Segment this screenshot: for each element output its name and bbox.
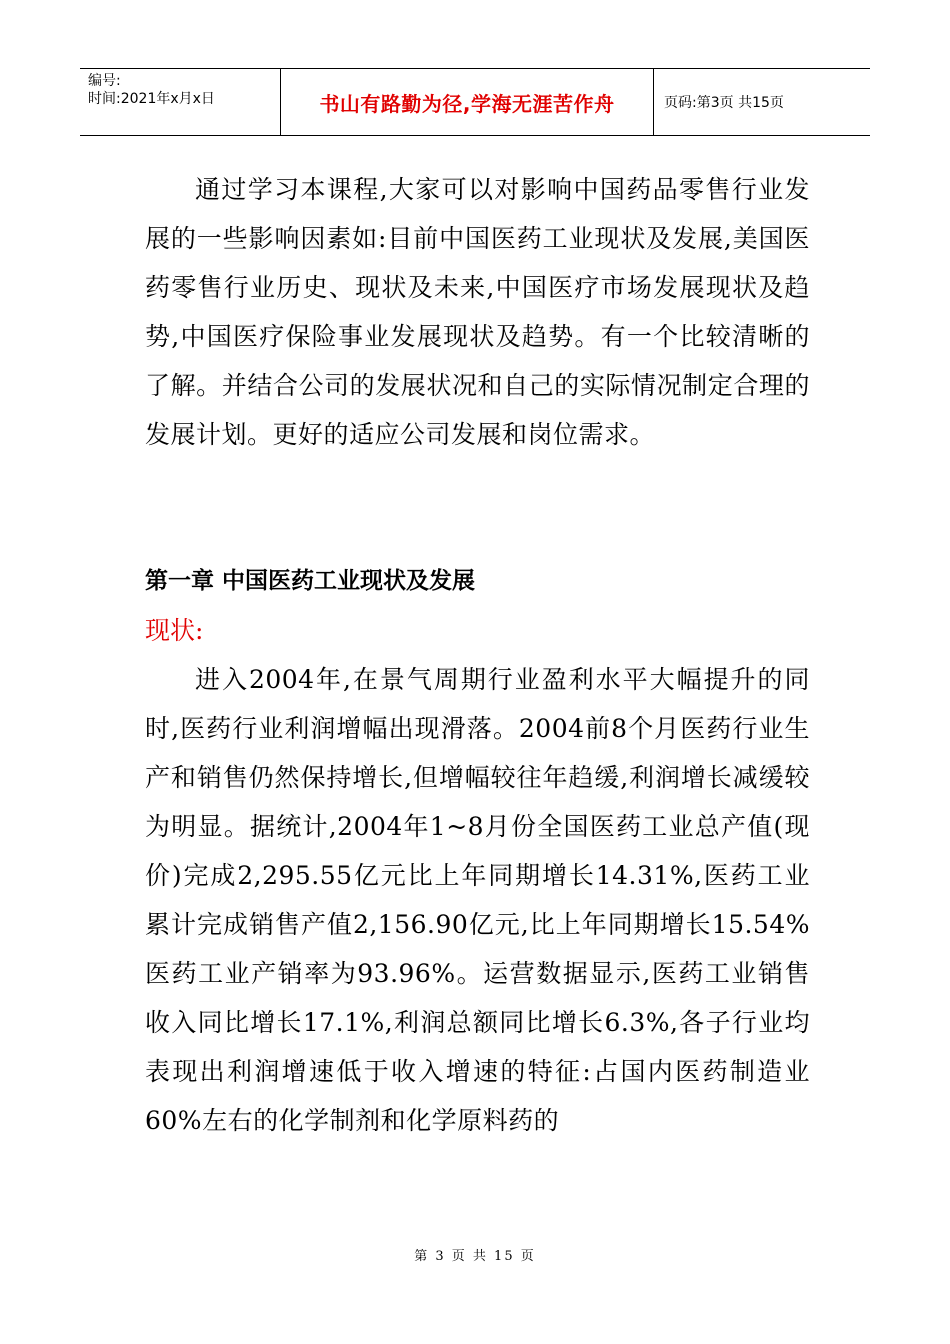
time-label: 时间:2021年x月x日 [88,91,215,107]
section-spacer [145,459,810,557]
chapter-title: 第一章 中国医药工业现状及发展 [145,568,476,594]
body-paragraph: 进入2004年,在景气周期行业盈利水平大幅提升的同时,医药行业利润增幅出现滑落。2004前8个月医药行业生产和销售仍然保持增长,但增幅较往年趋缓,利润增长减缓较为明显。据统计,2004年1~8月份全国医药工业总产值(现价)完成2,295.55亿元比上年同期增长14.31%,医药工业累计完成销售产值2,156.90亿元,比上年同期增长15.54%医药工业产销率为93.96%。运营数据显示,医药工业销售收入同比增长17.1%,利润总额同比增长6.3%,各子行业均表现出利润增速低于收入增速的特征:占国内医药制造业60%左右的化学制剂和化学原料药的 [145,665,810,1135]
motto-text: 书山有路勤为径,学海无涯苦作舟 [319,91,615,116]
header-page-cell [654,69,870,135]
intro-paragraph: 通过学习本课程,大家可以对影响中国药品零售行业发展的一些影响因素如:目前中国医药工业现状及发展,美国医药零售行业历史、现状及未来,中国医疗市场发展现状及趋势,中国医疗保险事业发展现状及趋势。有一个比较清晰的了解。并结合公司的发展状况和自己的实际情况制定合理的发展计划。更好的适应公司发展和岗位需求。 [145,175,810,449]
header-motto-cell [280,69,654,135]
section-label: 现状: [145,616,204,645]
document-body [145,165,810,1145]
serial-label: 编号: [88,73,121,89]
page-info: 页码:第3页 共15页 [664,95,784,111]
page-footer: 第 3 页 共 15 页 [414,1249,536,1264]
document-header [80,68,870,136]
header-meta-cell [80,69,280,135]
